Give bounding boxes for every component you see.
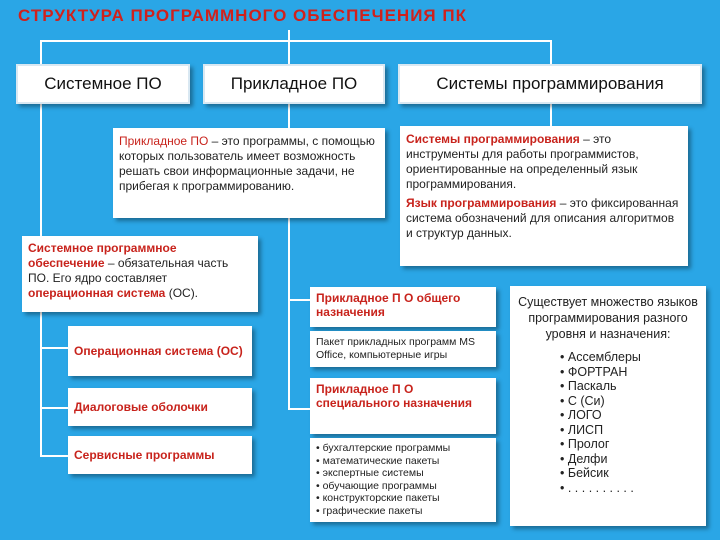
language-item: • ФОРТРАН (560, 365, 698, 380)
applied-general-description: Пакет прикладных программ MS Office, компьютерные игры (310, 331, 496, 367)
language-item: • ЛОГО (560, 408, 698, 423)
page-title: СТРУКТУРА ПРОГРАММНОГО ОБЕСПЕЧЕНИЯ ПК (18, 6, 467, 25)
system-item-dialog-shells: Диалоговые оболочки (68, 388, 252, 426)
header-applied-software: Прикладное ПО (203, 64, 385, 104)
languages-box (510, 286, 706, 526)
system-software-term: Системное программное обеспечение (28, 241, 177, 270)
applied-special-item: • обучающие программы (316, 480, 490, 493)
applied-special-item: • конструкторские пакеты (316, 492, 490, 505)
system-software-text-end: (ОС). (165, 286, 199, 300)
system-software-text: – обязательная часть ПО. Его ядро составляет (28, 256, 229, 285)
language-item: • С (Си) (560, 394, 698, 409)
language-item: • Паскаль (560, 379, 698, 394)
languages-list (560, 350, 698, 495)
language-item: • Делфи (560, 452, 698, 467)
programming-language-text: – это фиксированная система обозначений для описания алгоритмов и структур данных. (406, 196, 679, 240)
system-item-os: Операционная система (ОС) (68, 326, 252, 376)
system-branch-shell (40, 407, 70, 409)
programming-language-term: Язык программирования (406, 196, 557, 210)
applied-special-list (310, 438, 496, 522)
applied-special-item: • математические пакеты (316, 455, 490, 468)
programming-systems-term: Системы программирования (406, 132, 580, 146)
header-system-software: Системное ПО (16, 64, 190, 104)
system-branch-os (40, 347, 70, 349)
language-item: • Ассемблеры (560, 350, 698, 365)
applied-general-label: Прикладное П О общего назначения (310, 287, 496, 327)
top-horizontal-connector (40, 40, 552, 42)
languages-intro: Существует множество языков программирования разного уровня и назначения: (518, 295, 698, 341)
system-software-definition (22, 236, 258, 312)
applied-special-item: • графические пакеты (316, 505, 490, 518)
language-item: • . . . . . . . . . . (560, 481, 698, 496)
system-item-service-programs: Сервисные программы (68, 436, 252, 474)
programming-definition (400, 126, 688, 266)
system-branch-service (40, 455, 70, 457)
programming-systems-definition (406, 132, 682, 192)
applied-special-item: • экспертные системы (316, 467, 490, 480)
language-item: • Бейсик (560, 466, 698, 481)
applied-special-label: Прикладное П О специального назначения (310, 378, 496, 434)
programming-systems-text: – это инструменты для работы программистов, ориентированные на определенный язык программирования. (406, 132, 639, 191)
system-drop-connector (40, 40, 42, 66)
applied-branch-special (288, 408, 312, 410)
applied-definition (113, 128, 385, 218)
language-item: • Пролог (560, 437, 698, 452)
applied-branch-general (288, 299, 312, 301)
applied-definition-text: – это программы, с помощью которых пользователь имеет возможность решать свои информационные задачи, не прибегая к программированию. (119, 134, 375, 193)
applied-special-item: • бухгалтерские программы (316, 442, 490, 455)
language-item: • ЛИСП (560, 423, 698, 438)
programming-drop-connector (550, 40, 552, 66)
programming-language-definition (406, 196, 682, 241)
applied-drop-connector (288, 40, 290, 66)
header-programming-systems: Системы программирования (398, 64, 702, 104)
applied-definition-term: Прикладное ПО (119, 134, 209, 148)
operating-system-term: операционная система (28, 286, 166, 300)
